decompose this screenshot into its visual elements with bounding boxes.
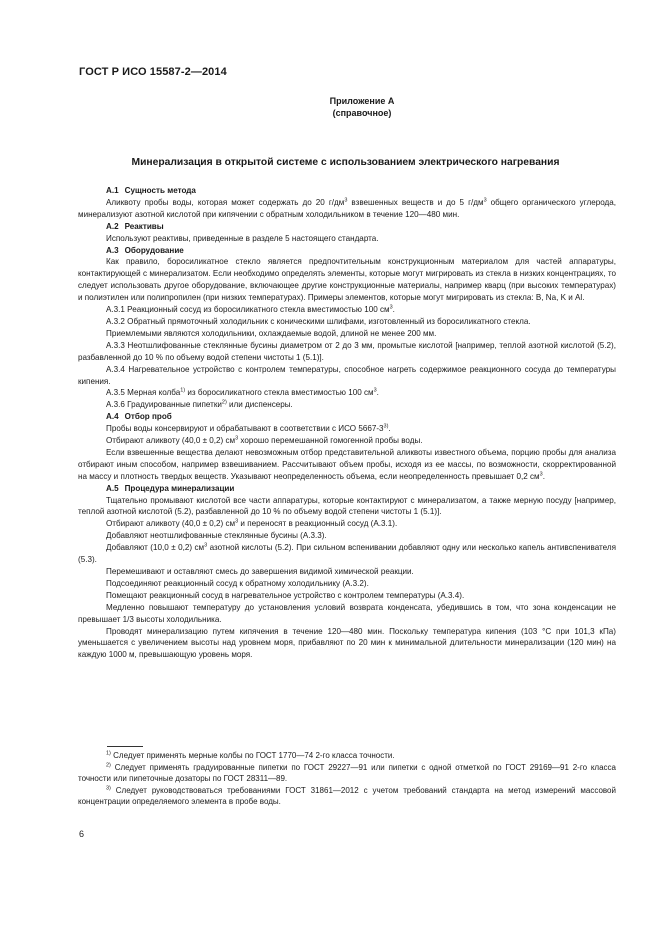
footnote: $^{2)}$ Следует применять градуированные пипетки по ГОСТ 29227—91 или пипетки с одной отметкой по ГОСТ 29169—91 2-го класса точности или пипеточные дозаторы по ГОСТ 28311—89.: [78, 761, 616, 784]
section-heading-a5: А.5 Процедура минерализации: [106, 483, 235, 493]
paragraph: Тщательно промывают кислотой все части аппаратуры, которые контактируют с минерализатом, а также мерную посуду [например, теплой азотной кислотой (5.2), разбавленной до 10 % по объему водой степени чистоты 1 (5.1)].: [78, 495, 616, 517]
paragraph: Пробы воды консервируют и обрабатывают в соответствии с ИСО 5667-3$^{3)}$.: [106, 423, 391, 434]
document-body: [78, 185, 616, 661]
paragraph: А.3.5 Мерная колба$^{1)}$ из боросиликатного стекла вместимостью 100 $см^3$.: [106, 387, 379, 398]
paragraph: А.3.3 Неотшлифованные стеклянные бусины диаметром от 2 до 3 мм, промытые кислотой [например, теплой азотной кислотой (5.2), разбавленной до 10 % по объему водой степени чистоты 1 (5.1)].: [78, 340, 616, 362]
paragraph: А.3.6 Градуированные пипетки$^{2)}$ или диспенсеры.: [106, 399, 293, 410]
paragraph: Отбирают аликвоту (40,0 ± 0,2) $см^3$ и переносят в реакционный сосуд (А.3.1).: [106, 518, 398, 529]
annex-label: Приложение А: [329, 96, 395, 106]
paragraph: Помещают реакционный сосуд в нагревательное устройство с контролем температуры (А.3.4).: [106, 590, 465, 600]
paragraph: Медленно повышают температуру до установления условий возврата конденсата, убедившись в том, что зона конденсации не превышает 1/3 высоты холодильника.: [78, 602, 616, 624]
section-heading-a1: А.1 Сущность метода: [106, 186, 196, 195]
section-heading-a2: А.2 Реактивы: [106, 221, 164, 231]
paragraph: Проводят минерализацию путем кипячения в течение 120—480 мин. Поскольку температура кипения (103 °С при 101,3 кПа) уменьшается с увеличением высоты над уровнем моря, прибавляют по 20 мин к минимальной длительности минерализации (120 мин) на каждую 1000 м, превышающую уровень моря.: [78, 626, 616, 660]
footnote: $^{1)}$ Следует применять мерные колбы по ГОСТ 1770—74 2-го класса точности.: [106, 750, 395, 760]
annex-type: (справочное): [332, 108, 392, 118]
paragraph: Отбирают аликвоту (40,0 ± 0,2) $см^3$ хорошо перемешанной гомогенной пробы воды.: [106, 435, 423, 446]
paragraph: А.3.4 Нагревательное устройство с контролем температуры, способное нагреть содержимое реакционного сосуда до температуры кипения.: [78, 364, 616, 386]
paragraph: Перемешивают и оставляют смесь до завершения видимой химической реакции.: [106, 567, 414, 576]
footnote-divider: [107, 746, 143, 747]
paragraph: Как правило, боросиликатное стекло является предпочтительным конструкционным материалом для частей аппаратуры, контактирующей с минерализатом. Если необходимо определять элементы, которые могут мигрировать из стекла в низких концентрациях, то следует использовать другое оборудование, включающее другие конструкционные материалы, например кварц (при высоких температурах) и полиэтилен или полипропилен (при низких температурах). Примеры элементов, которые могут мигрировать из стекла: B, Na, K и Al.: [78, 257, 616, 303]
paragraph: А.3.1 Реакционный сосуд из боросиликатного стекла вместимостью 100 $см^3$.: [106, 304, 395, 315]
footnotes: [78, 750, 616, 808]
footnote: $^{3)}$ Следует руководствоваться требованиями ГОСТ 31861—2012 с учетом требований стандарта на метод измерений массовой концентрации определяемого элемента в пробе воды.: [78, 785, 616, 807]
section-heading-a4: А.4 Отбор проб: [106, 412, 172, 422]
paragraph: А.3.2 Обратный прямоточный холодильник с коническими шлифами, изготовленный из боросиликатного стекла.: [106, 316, 531, 326]
section-heading-a3: А.3 Оборудование: [106, 245, 184, 255]
page-number: 6: [79, 829, 85, 839]
document-title: Минерализация в открытой системе с использованием электрического нагревания: [131, 157, 560, 168]
paragraph: Используют реактивы, приведенные в разделе 5 настоящего стандарта.: [106, 233, 379, 243]
paragraph: Аликвоту пробы воды, которая может содержать до 20 $г/дм^3$ взвешенных веществ и до 5 $г/дм^3$ общего органического углерода, минерализуют азотной кислотой при кипячении с обратным холодильником в течение 120—480 мин.: [78, 197, 617, 219]
paragraph: Если взвешенные вещества делают невозможным отбор представительной аликвоты известного объема, порцию пробы для анализа отбирают иным способом, например взвешиванием. Рассчитывают объем пробы, исходя из ее массы, по возможности, скорректированной на массу и плотность твердых веществ. Указывают неопределенность объема, если неопределенность превышает 0,2 $см^3$.: [78, 447, 616, 481]
paragraph: Приемлемыми являются холодильники, охлаждаемые водой, длиной не менее 200 мм.: [106, 328, 437, 338]
standard-header: ГОСТ Р ИСО 15587-2—2014: [79, 66, 227, 78]
paragraph: Подсоединяют реакционный сосуд к обратному холодильнику (А.3.2).: [106, 578, 369, 588]
paragraph: Добавляют (10,0 ± 0,2) $см^3$ азотной кислоты (5.2). При сильном вспенивании добавляют одну или несколько капель антивспенивателя (5.3).: [78, 542, 616, 565]
paragraph: Добавляют неотшлифованные стеклянные бусины (А.3.3).: [106, 531, 327, 541]
